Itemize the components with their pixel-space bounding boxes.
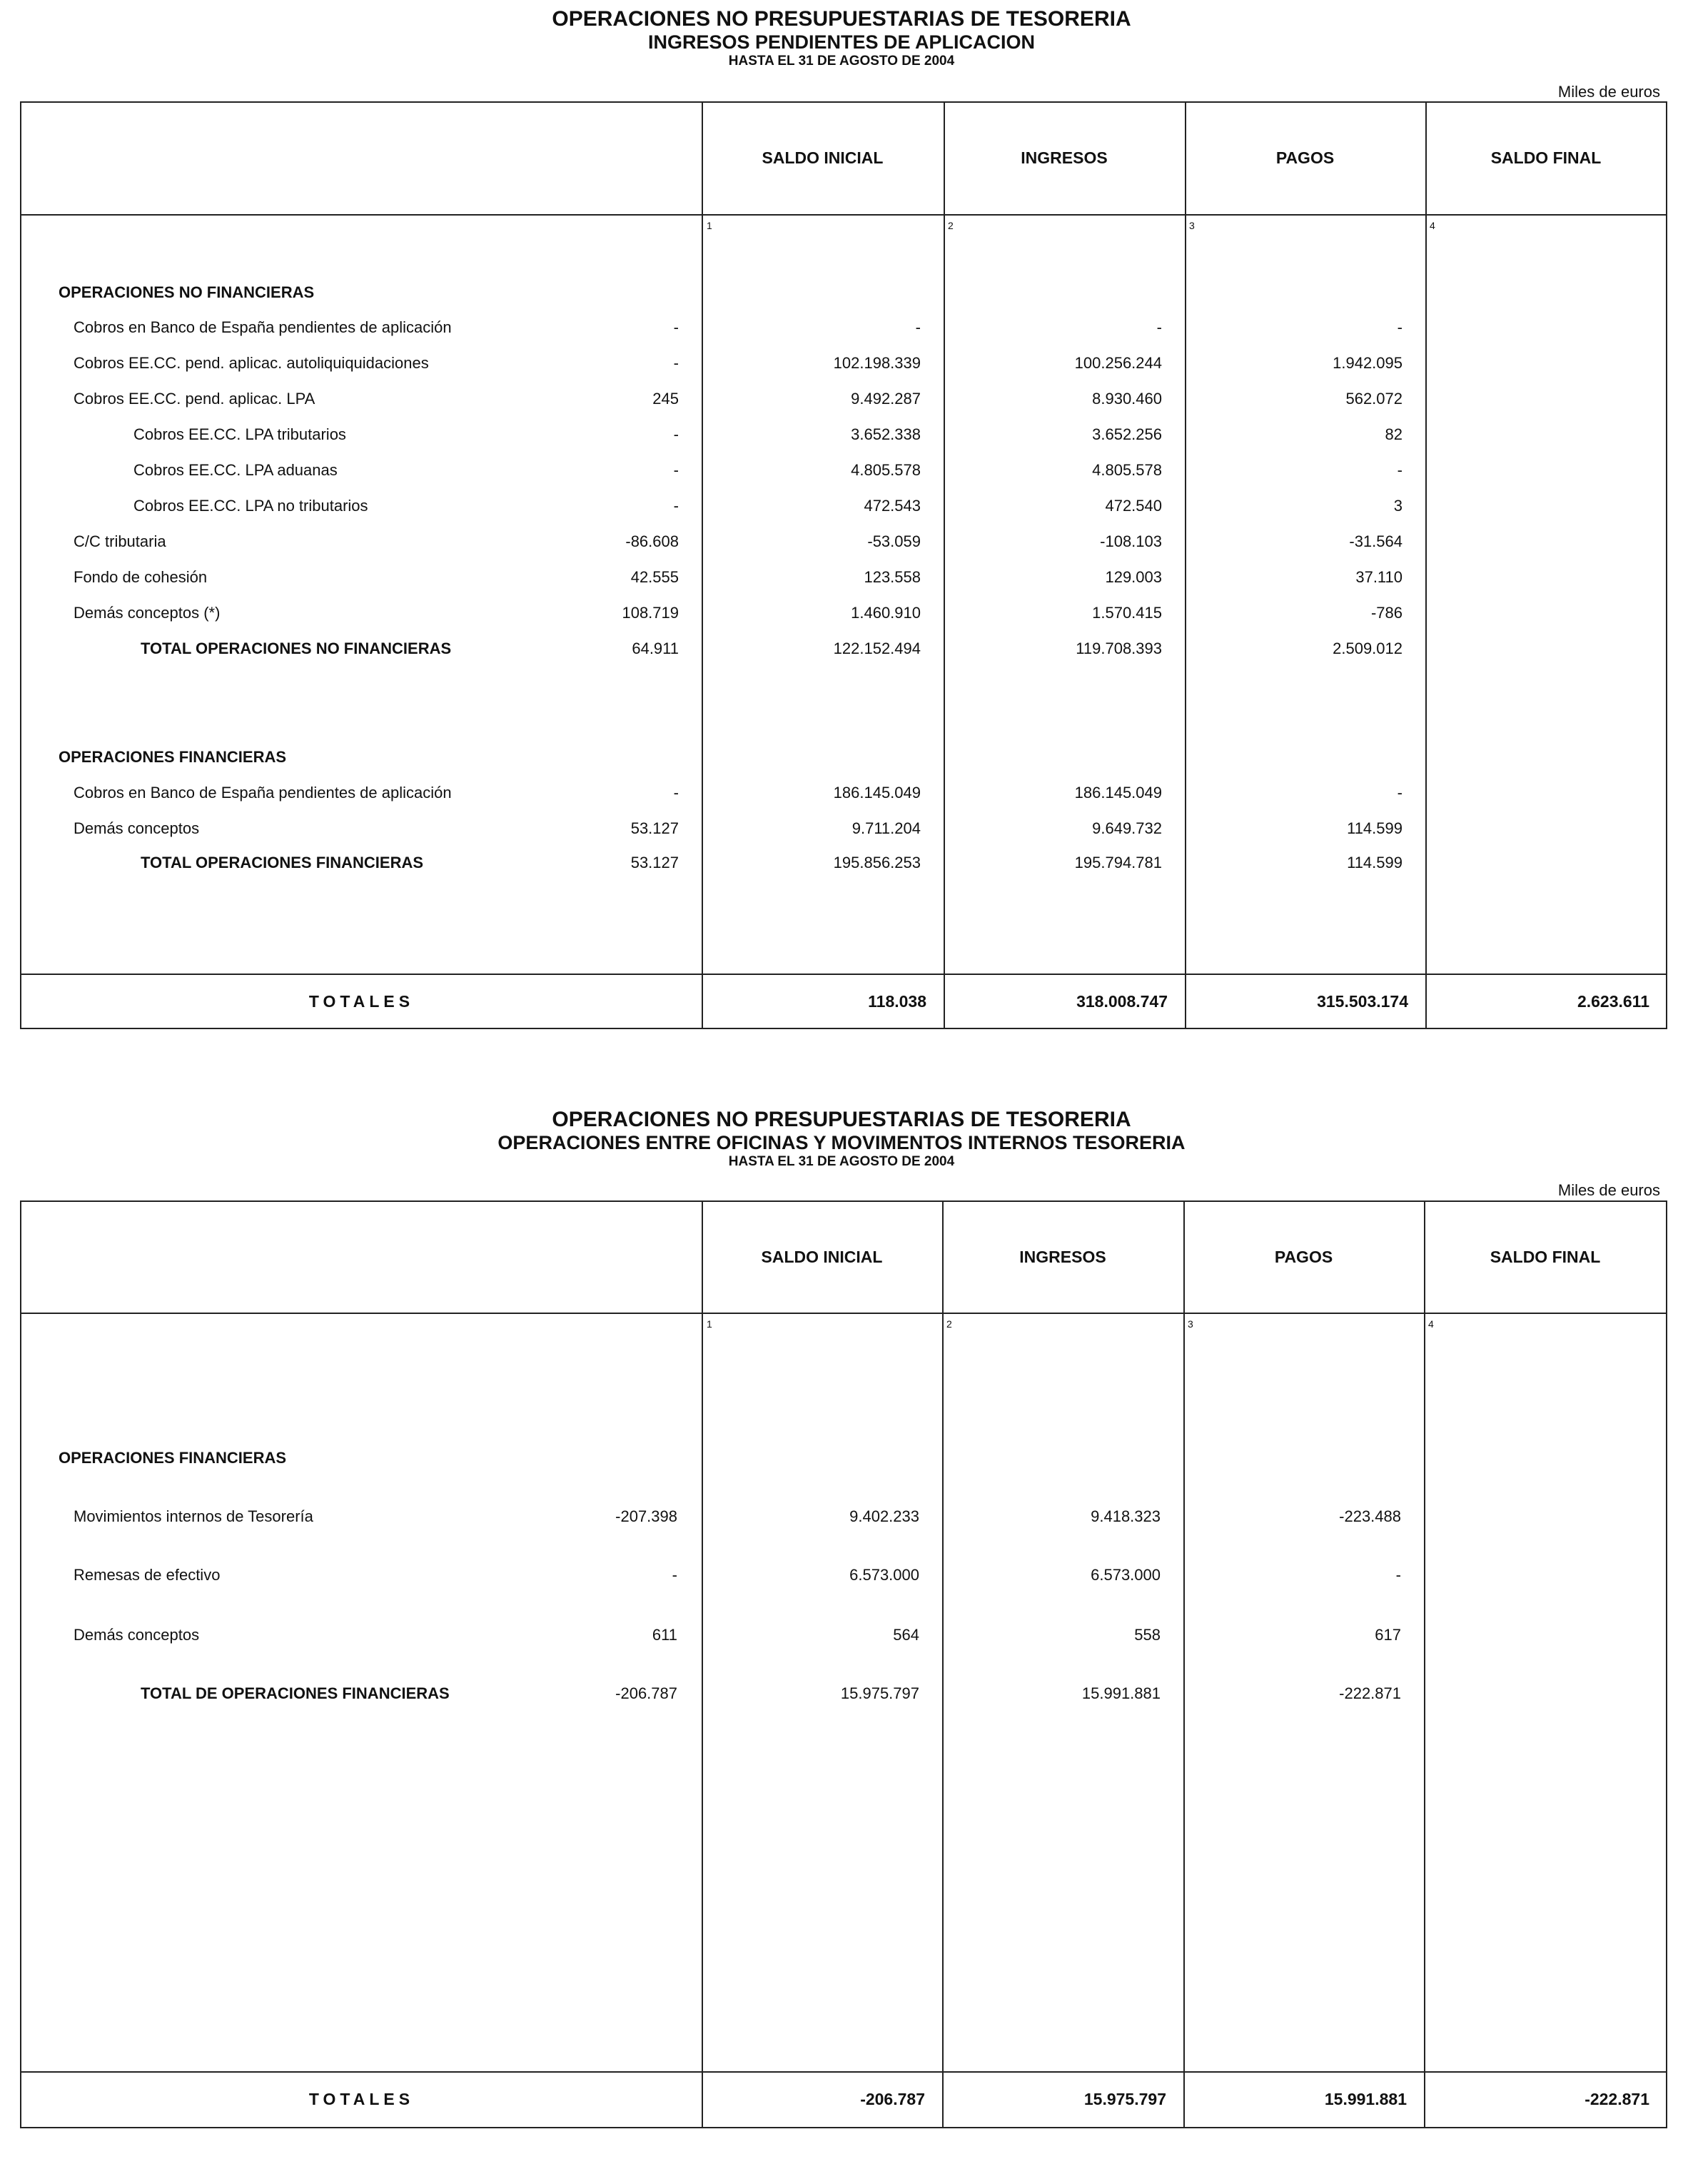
row-value: 4.805.578 — [1092, 461, 1162, 479]
row-value: - — [1397, 318, 1402, 336]
subtotal-row — [21, 639, 1666, 668]
row-label: Cobros EE.CC. LPA tributarios — [133, 425, 346, 443]
row-label: TOTAL OPERACIONES NO FINANCIERAS — [141, 639, 452, 657]
column-header-saldo-final: SALDO FINAL — [1490, 1248, 1601, 1266]
row-value: 53.127 — [630, 819, 679, 837]
section-heading-row — [21, 283, 1666, 312]
column-header-saldo-final: SALDO FINAL — [1490, 148, 1602, 167]
table2-col-divider — [1424, 1202, 1425, 2127]
row-value: - — [673, 461, 679, 479]
table-row — [21, 784, 1666, 812]
row-value: - — [673, 784, 679, 802]
table1-col-divider — [702, 103, 703, 1028]
row-value: 82 — [1385, 425, 1402, 443]
row-value: 3.652.256 — [1092, 425, 1162, 443]
row-value: - — [915, 318, 921, 336]
section-heading-row — [21, 1449, 1666, 1477]
table2: SALDO INICIAL INGRESOS PAGOS SALDO FINAL 1 2 3 4 OPERACIONES FINANCIERAS Movimientos internos de Tesorería -207.398 9.402.233 9.418.323 -223.488 Remesas de efectivo - 6.573.000 6.573.000 - Demás conceptos 611 564 558 617 TOTAL DE OPERACIONES FINANCIERAS -206.787 15.975.797 15.991.881 -222.871 TOTALES -206.787 15.975.797 15.991.881 -222.871 — [20, 1200, 1667, 2128]
row-value: 9.649.732 — [1092, 819, 1162, 837]
row-value: 617 — [1375, 1626, 1401, 1644]
row-value: 186.145.049 — [833, 784, 921, 802]
row-value: - — [673, 425, 679, 443]
row-value: - — [672, 1566, 677, 1584]
row-value: 6.573.000 — [849, 1566, 919, 1584]
table-row — [21, 568, 1666, 597]
table2-titles — [0, 1108, 1683, 1171]
table1-header-divider — [21, 214, 1666, 216]
column-number: 1 — [707, 220, 712, 231]
row-label: Remesas de efectivo — [74, 1566, 221, 1584]
row-value: 9.418.323 — [1091, 1507, 1161, 1525]
row-value: -222.871 — [1339, 1684, 1401, 1702]
row-value: 37.110 — [1355, 568, 1402, 586]
table-row — [21, 532, 1666, 561]
totals-label: TOTALES — [308, 992, 415, 1011]
row-value: -223.488 — [1339, 1507, 1401, 1525]
table-row — [21, 1626, 1666, 1654]
row-label: Cobros EE.CC. LPA no tributarios — [133, 497, 368, 515]
row-label: OPERACIONES FINANCIERAS — [59, 748, 287, 766]
row-value: -108.103 — [1100, 532, 1162, 550]
table-row — [21, 1566, 1666, 1594]
row-value: 4.805.578 — [851, 461, 921, 479]
table-row — [21, 461, 1666, 490]
row-value: 123.558 — [864, 568, 921, 586]
row-label: TOTAL OPERACIONES FINANCIERAS — [141, 854, 424, 871]
table2-header-divider — [21, 1313, 1666, 1314]
row-label: Demás conceptos (*) — [74, 604, 221, 622]
row-label: Cobros en Banco de España pendientes de aplicación — [74, 318, 452, 336]
row-value: -786 — [1370, 604, 1402, 622]
row-value: 108.719 — [622, 604, 679, 622]
section-heading-row — [21, 748, 1666, 777]
subtotal-row — [21, 854, 1666, 882]
row-label: Movimientos internos de Tesorería — [74, 1507, 313, 1525]
table-row — [21, 819, 1666, 848]
row-value: 129.003 — [1105, 568, 1162, 586]
subtotal-row — [21, 1684, 1666, 1713]
table2-totals-divider — [21, 2071, 1666, 2073]
row-value: 564 — [893, 1626, 919, 1644]
row-value: - — [673, 497, 679, 515]
row-value: 119.708.393 — [1076, 639, 1162, 657]
row-label: Fondo de cohesión — [74, 568, 208, 586]
row-value: 15.975.797 — [840, 1684, 919, 1702]
column-header-saldo-inicial: SALDO INICIAL — [761, 1248, 883, 1266]
row-label: Cobros en Banco de España pendientes de aplicación — [74, 784, 452, 802]
row-value: 1.942.095 — [1333, 354, 1402, 372]
row-label: Demás conceptos — [74, 819, 200, 837]
row-value: 9.492.287 — [851, 390, 921, 408]
row-value: -53.059 — [867, 532, 921, 550]
row-label: Demás conceptos — [74, 1626, 200, 1644]
table-row — [21, 497, 1666, 525]
table-row — [21, 425, 1666, 454]
table1-subtitle: INGRESOS PENDIENTES DE APLICACION — [647, 31, 1036, 53]
row-value: -86.608 — [625, 532, 679, 550]
row-value: 42.555 — [630, 568, 679, 586]
table1-title: OPERACIONES NO PRESUPUESTARIAS DE TESORERIA — [552, 7, 1131, 31]
table1-units: Miles de euros — [1557, 83, 1660, 101]
row-value: 611 — [652, 1626, 677, 1644]
table-row — [21, 390, 1666, 418]
row-value: 558 — [1134, 1626, 1161, 1644]
row-value: 9.711.204 — [851, 819, 921, 837]
column-number: 4 — [1430, 220, 1435, 231]
table1-col-divider — [944, 103, 945, 1028]
row-value: 100.256.244 — [1074, 354, 1162, 372]
row-value: 3 — [1393, 497, 1402, 515]
row-label: C/C tributaria — [74, 532, 166, 550]
row-label: Cobros EE.CC. LPA aduanas — [133, 461, 338, 479]
table2-col-divider — [1183, 1202, 1185, 2127]
row-value: - — [673, 354, 679, 372]
totals-label: TOTALES — [308, 2090, 415, 2108]
row-value: - — [1397, 784, 1402, 802]
column-header-pagos: PAGOS — [1274, 1248, 1333, 1266]
row-value: 9.402.233 — [849, 1507, 919, 1525]
row-value: 122.152.494 — [833, 639, 921, 657]
row-value: 6.573.000 — [1091, 1566, 1161, 1584]
row-value: - — [1156, 318, 1162, 336]
row-value: 1.570.415 — [1092, 604, 1162, 622]
row-value: 562.072 — [1345, 390, 1402, 408]
row-value: 1.460.910 — [851, 604, 921, 622]
row-label: OPERACIONES FINANCIERAS — [59, 1449, 287, 1467]
row-value: 472.540 — [1105, 497, 1162, 515]
table1-date: HASTA EL 31 DE AGOSTO DE 2004 — [728, 54, 955, 69]
table2-col-divider — [942, 1202, 944, 2127]
row-value: 245 — [652, 390, 679, 408]
table2-units: Miles de euros — [1557, 1181, 1660, 1199]
row-value: -31.564 — [1349, 532, 1402, 550]
row-value: 2.509.012 — [1333, 639, 1402, 657]
row-value: 472.543 — [864, 497, 921, 515]
column-header-ingresos: INGRESOS — [1021, 148, 1108, 167]
row-value: 15.991.881 — [1081, 1684, 1161, 1702]
table-row — [21, 604, 1666, 632]
row-value: 195.856.253 — [833, 854, 921, 871]
table1-col-divider — [1425, 103, 1427, 1028]
row-label: TOTAL DE OPERACIONES FINANCIERAS — [141, 1684, 450, 1702]
table2-date: HASTA EL 31 DE AGOSTO DE 2004 — [728, 1154, 955, 1169]
table1: SALDO INICIAL INGRESOS PAGOS SALDO FINAL 1 2 3 4 OPERACIONES NO FINANCIERAS Cobros en Banco de España pendientes de aplicación - - - - Cobros EE.CC. pend. aplicac. autoliquiquidaciones - 102.198.339 100.256.244 1.942.095 Cobros EE.CC. pend. aplicac. LPA 245 9.492.287 8.930.460 562.072 Cobros EE.CC. LPA tributarios - 3.652.338 3.652.256 82 Cobros EE.CC. LPA aduanas - 4.805.578 4.805.578 - Cobros EE.CC. LPA no tributarios - 472.543 472.540 3 C/C tributaria -86.608 -53.059 -108.103 -31.564 Fondo de cohesión 42.555 123.558 129.003 37.110 Demás conceptos (*) 108.719 1.460.910 1.570.415 -786 TOTAL OPERACIONES NO FINANCIERAS 64.911 122.152.494 119.708.393 2.509.012 OPERACIONES FINANCIERAS Cobros en Banco de España pendientes de aplicación - 186.145.049 186.145.049 - Demás conceptos 53.127 9.711.204 9.649.732 114.599 TOTAL OPERACIONES FINANCIERAS 53.127 195.856.253 195.794.781 114.599 TOTALES 118.038 318.008.747 315.503.174 2.623.611 — [20, 101, 1667, 1029]
row-value: 195.794.781 — [1074, 854, 1162, 871]
row-value: 64.911 — [632, 639, 679, 657]
row-value: 114.599 — [1347, 819, 1402, 837]
row-value: -206.787 — [615, 1684, 677, 1702]
row-value: -207.398 — [615, 1507, 677, 1525]
row-value: 53.127 — [630, 854, 679, 871]
row-value: 114.599 — [1347, 854, 1402, 871]
row-value: 3.652.338 — [851, 425, 921, 443]
column-number: 3 — [1189, 220, 1195, 231]
column-number: 4 — [1428, 1318, 1434, 1330]
row-value: - — [1397, 461, 1402, 479]
row-value: 186.145.049 — [1074, 784, 1162, 802]
row-value: - — [1395, 1566, 1401, 1584]
table-row — [21, 1507, 1666, 1536]
row-value: 102.198.339 — [833, 354, 921, 372]
table1-totals-divider — [21, 974, 1666, 975]
column-number: 3 — [1188, 1318, 1193, 1330]
table2-col-divider — [702, 1202, 703, 2127]
table2-subtitle: OPERACIONES ENTRE OFICINAS Y MOVIMENTOS INTERNOS TESORERIA — [497, 1132, 1186, 1153]
row-label: Cobros EE.CC. pend. aplicac. LPA — [74, 390, 315, 408]
table2-title: OPERACIONES NO PRESUPUESTARIAS DE TESORERIA — [552, 1108, 1131, 1131]
table1-col-divider — [1185, 103, 1186, 1028]
table1-titles — [0, 7, 1683, 70]
column-number: 2 — [946, 1318, 952, 1330]
row-label: OPERACIONES NO FINANCIERAS — [59, 283, 315, 301]
row-label: Cobros EE.CC. pend. aplicac. autoliquiquidaciones — [74, 354, 429, 372]
table-row — [21, 354, 1666, 383]
table-row — [21, 318, 1666, 347]
column-header-pagos: PAGOS — [1275, 148, 1335, 167]
column-number: 1 — [707, 1318, 712, 1330]
column-header-saldo-inicial: SALDO INICIAL — [762, 148, 884, 167]
row-value: - — [673, 318, 679, 336]
row-value: 8.930.460 — [1092, 390, 1162, 408]
column-number: 2 — [948, 220, 954, 231]
column-header-ingresos: INGRESOS — [1019, 1248, 1106, 1266]
